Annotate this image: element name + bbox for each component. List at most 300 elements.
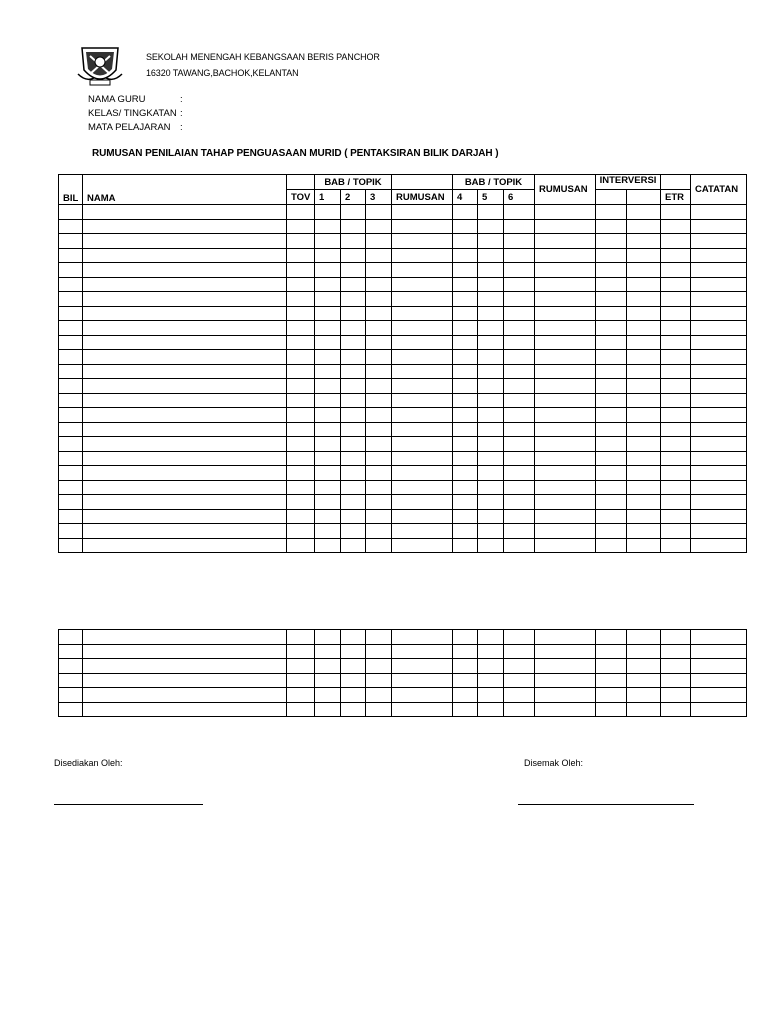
table-cell[interactable] — [627, 364, 661, 379]
table-cell[interactable] — [315, 688, 341, 703]
table-cell[interactable] — [315, 495, 341, 510]
table-cell[interactable] — [366, 306, 392, 321]
table-cell[interactable] — [453, 524, 478, 539]
table-cell[interactable] — [59, 688, 83, 703]
table-cell[interactable] — [691, 495, 747, 510]
table-cell[interactable] — [341, 248, 366, 263]
table-cell[interactable] — [596, 524, 627, 539]
table-cell[interactable] — [691, 630, 747, 645]
table-cell[interactable] — [453, 234, 478, 249]
table-cell[interactable] — [366, 379, 392, 394]
table-cell[interactable] — [392, 234, 453, 249]
table-cell[interactable] — [535, 524, 596, 539]
table-cell[interactable] — [661, 364, 691, 379]
table-cell[interactable] — [504, 495, 535, 510]
table-cell[interactable] — [392, 263, 453, 278]
table-cell[interactable] — [83, 673, 287, 688]
table-cell[interactable] — [504, 292, 535, 307]
table-cell[interactable] — [287, 306, 315, 321]
table-cell[interactable] — [59, 205, 83, 220]
table-cell[interactable] — [504, 466, 535, 481]
table-cell[interactable] — [596, 630, 627, 645]
table-cell[interactable] — [627, 393, 661, 408]
table-cell[interactable] — [59, 495, 83, 510]
table-cell[interactable] — [315, 702, 341, 717]
table-cell[interactable] — [596, 538, 627, 553]
table-cell[interactable] — [315, 451, 341, 466]
table-cell[interactable] — [596, 219, 627, 234]
table-cell[interactable] — [627, 248, 661, 263]
table-cell[interactable] — [535, 408, 596, 423]
table-cell[interactable] — [59, 644, 83, 659]
table-cell[interactable] — [453, 350, 478, 365]
table-cell[interactable] — [453, 702, 478, 717]
table-cell[interactable] — [453, 480, 478, 495]
table-cell[interactable] — [315, 379, 341, 394]
table-cell[interactable] — [315, 335, 341, 350]
table-cell[interactable] — [59, 364, 83, 379]
table-cell[interactable] — [596, 702, 627, 717]
table-cell[interactable] — [596, 306, 627, 321]
table-cell[interactable] — [453, 630, 478, 645]
table-cell[interactable] — [83, 248, 287, 263]
table-cell[interactable] — [691, 451, 747, 466]
table-cell[interactable] — [287, 466, 315, 481]
table-cell[interactable] — [627, 495, 661, 510]
table-cell[interactable] — [341, 292, 366, 307]
table-cell[interactable] — [341, 702, 366, 717]
table-cell[interactable] — [83, 644, 287, 659]
table-cell[interactable] — [59, 350, 83, 365]
table-cell[interactable] — [366, 437, 392, 452]
table-cell[interactable] — [392, 219, 453, 234]
table-cell[interactable] — [83, 451, 287, 466]
table-cell[interactable] — [453, 451, 478, 466]
table-cell[interactable] — [341, 277, 366, 292]
table-cell[interactable] — [59, 524, 83, 539]
table-cell[interactable] — [83, 422, 287, 437]
table-cell[interactable] — [691, 644, 747, 659]
table-cell[interactable] — [315, 408, 341, 423]
table-cell[interactable] — [83, 321, 287, 336]
table-cell[interactable] — [392, 659, 453, 674]
table-cell[interactable] — [315, 364, 341, 379]
table-cell[interactable] — [596, 480, 627, 495]
table-cell[interactable] — [341, 335, 366, 350]
table-cell[interactable] — [478, 335, 504, 350]
table-cell[interactable] — [392, 524, 453, 539]
table-cell[interactable] — [59, 335, 83, 350]
table-cell[interactable] — [453, 292, 478, 307]
table-cell[interactable] — [453, 379, 478, 394]
table-cell[interactable] — [287, 538, 315, 553]
table-cell[interactable] — [83, 263, 287, 278]
table-cell[interactable] — [596, 277, 627, 292]
table-cell[interactable] — [83, 205, 287, 220]
table-cell[interactable] — [366, 688, 392, 703]
table-cell[interactable] — [596, 364, 627, 379]
table-cell[interactable] — [535, 277, 596, 292]
table-cell[interactable] — [392, 292, 453, 307]
table-cell[interactable] — [504, 702, 535, 717]
table-cell[interactable] — [661, 437, 691, 452]
table-cell[interactable] — [661, 480, 691, 495]
table-cell[interactable] — [287, 495, 315, 510]
table-cell[interactable] — [315, 234, 341, 249]
table-cell[interactable] — [315, 437, 341, 452]
table-cell[interactable] — [478, 408, 504, 423]
table-cell[interactable] — [478, 234, 504, 249]
table-cell[interactable] — [59, 422, 83, 437]
table-cell[interactable] — [596, 205, 627, 220]
table-cell[interactable] — [691, 524, 747, 539]
table-cell[interactable] — [315, 263, 341, 278]
table-cell[interactable] — [83, 364, 287, 379]
table-cell[interactable] — [392, 702, 453, 717]
table-cell[interactable] — [596, 451, 627, 466]
table-cell[interactable] — [315, 321, 341, 336]
table-cell[interactable] — [535, 205, 596, 220]
table-cell[interactable] — [453, 306, 478, 321]
table-cell[interactable] — [59, 466, 83, 481]
table-cell[interactable] — [366, 234, 392, 249]
table-cell[interactable] — [691, 321, 747, 336]
table-cell[interactable] — [627, 234, 661, 249]
table-cell[interactable] — [691, 688, 747, 703]
table-cell[interactable] — [504, 538, 535, 553]
table-cell[interactable] — [535, 495, 596, 510]
table-cell[interactable] — [453, 364, 478, 379]
table-cell[interactable] — [453, 219, 478, 234]
table-cell[interactable] — [627, 335, 661, 350]
table-cell[interactable] — [59, 263, 83, 278]
table-cell[interactable] — [627, 524, 661, 539]
table-cell[interactable] — [535, 219, 596, 234]
table-cell[interactable] — [535, 364, 596, 379]
table-cell[interactable] — [341, 205, 366, 220]
table-cell[interactable] — [535, 306, 596, 321]
table-cell[interactable] — [535, 659, 596, 674]
table-cell[interactable] — [661, 688, 691, 703]
table-cell[interactable] — [341, 509, 366, 524]
table-cell[interactable] — [596, 335, 627, 350]
table-cell[interactable] — [341, 422, 366, 437]
table-cell[interactable] — [315, 219, 341, 234]
table-cell[interactable] — [392, 350, 453, 365]
table-cell[interactable] — [691, 277, 747, 292]
table-cell[interactable] — [341, 364, 366, 379]
table-cell[interactable] — [627, 466, 661, 481]
table-cell[interactable] — [59, 219, 83, 234]
table-cell[interactable] — [535, 451, 596, 466]
table-cell[interactable] — [535, 538, 596, 553]
table-cell[interactable] — [315, 509, 341, 524]
table-cell[interactable] — [392, 422, 453, 437]
table-cell[interactable] — [453, 688, 478, 703]
table-cell[interactable] — [661, 205, 691, 220]
table-cell[interactable] — [691, 350, 747, 365]
table-cell[interactable] — [627, 350, 661, 365]
table-cell[interactable] — [366, 509, 392, 524]
table-cell[interactable] — [287, 437, 315, 452]
table-cell[interactable] — [287, 234, 315, 249]
table-cell[interactable] — [453, 335, 478, 350]
table-cell[interactable] — [366, 408, 392, 423]
table-cell[interactable] — [59, 277, 83, 292]
table-cell[interactable] — [691, 437, 747, 452]
table-cell[interactable] — [661, 702, 691, 717]
table-cell[interactable] — [691, 364, 747, 379]
table-cell[interactable] — [535, 292, 596, 307]
table-cell[interactable] — [504, 306, 535, 321]
table-cell[interactable] — [535, 702, 596, 717]
table-cell[interactable] — [366, 321, 392, 336]
table-cell[interactable] — [366, 422, 392, 437]
table-cell[interactable] — [83, 408, 287, 423]
table-cell[interactable] — [287, 364, 315, 379]
table-cell[interactable] — [341, 480, 366, 495]
table-cell[interactable] — [691, 538, 747, 553]
table-cell[interactable] — [691, 466, 747, 481]
table-cell[interactable] — [504, 451, 535, 466]
table-cell[interactable] — [691, 292, 747, 307]
table-cell[interactable] — [596, 234, 627, 249]
table-cell[interactable] — [596, 292, 627, 307]
table-cell[interactable] — [691, 205, 747, 220]
table-cell[interactable] — [366, 393, 392, 408]
table-cell[interactable] — [596, 673, 627, 688]
table-cell[interactable] — [627, 673, 661, 688]
table-cell[interactable] — [366, 538, 392, 553]
table-cell[interactable] — [661, 277, 691, 292]
table-cell[interactable] — [478, 321, 504, 336]
table-cell[interactable] — [691, 393, 747, 408]
table-cell[interactable] — [478, 480, 504, 495]
table-cell[interactable] — [691, 219, 747, 234]
table-cell[interactable] — [453, 263, 478, 278]
table-cell[interactable] — [287, 688, 315, 703]
table-cell[interactable] — [83, 538, 287, 553]
table-cell[interactable] — [366, 495, 392, 510]
table-cell[interactable] — [315, 659, 341, 674]
table-cell[interactable] — [59, 306, 83, 321]
table-cell[interactable] — [287, 379, 315, 394]
table-cell[interactable] — [596, 509, 627, 524]
table-cell[interactable] — [287, 524, 315, 539]
table-cell[interactable] — [504, 350, 535, 365]
table-cell[interactable] — [504, 480, 535, 495]
table-cell[interactable] — [453, 659, 478, 674]
table-cell[interactable] — [453, 321, 478, 336]
table-cell[interactable] — [287, 248, 315, 263]
table-cell[interactable] — [691, 673, 747, 688]
table-cell[interactable] — [315, 350, 341, 365]
table-cell[interactable] — [287, 393, 315, 408]
table-cell[interactable] — [627, 321, 661, 336]
table-cell[interactable] — [287, 451, 315, 466]
table-cell[interactable] — [59, 321, 83, 336]
table-cell[interactable] — [627, 509, 661, 524]
table-cell[interactable] — [535, 263, 596, 278]
table-cell[interactable] — [366, 673, 392, 688]
table-cell[interactable] — [691, 408, 747, 423]
table-cell[interactable] — [504, 437, 535, 452]
table-cell[interactable] — [661, 219, 691, 234]
table-cell[interactable] — [59, 437, 83, 452]
table-cell[interactable] — [453, 466, 478, 481]
table-cell[interactable] — [315, 644, 341, 659]
table-cell[interactable] — [366, 219, 392, 234]
table-cell[interactable] — [596, 644, 627, 659]
table-cell[interactable] — [366, 630, 392, 645]
table-cell[interactable] — [504, 205, 535, 220]
table-cell[interactable] — [535, 480, 596, 495]
table-cell[interactable] — [315, 292, 341, 307]
table-cell[interactable] — [478, 644, 504, 659]
table-cell[interactable] — [366, 451, 392, 466]
table-cell[interactable] — [341, 408, 366, 423]
table-cell[interactable] — [315, 306, 341, 321]
table-cell[interactable] — [691, 379, 747, 394]
table-cell[interactable] — [661, 292, 691, 307]
table-cell[interactable] — [504, 659, 535, 674]
table-cell[interactable] — [287, 659, 315, 674]
table-cell[interactable] — [504, 422, 535, 437]
table-cell[interactable] — [596, 688, 627, 703]
table-cell[interactable] — [392, 673, 453, 688]
table-cell[interactable] — [661, 350, 691, 365]
table-cell[interactable] — [535, 673, 596, 688]
table-cell[interactable] — [315, 538, 341, 553]
table-cell[interactable] — [478, 263, 504, 278]
table-cell[interactable] — [59, 509, 83, 524]
table-cell[interactable] — [661, 495, 691, 510]
table-cell[interactable] — [535, 234, 596, 249]
table-cell[interactable] — [453, 437, 478, 452]
table-cell[interactable] — [83, 393, 287, 408]
table-cell[interactable] — [453, 509, 478, 524]
table-cell[interactable] — [59, 630, 83, 645]
table-cell[interactable] — [341, 350, 366, 365]
table-cell[interactable] — [366, 350, 392, 365]
table-cell[interactable] — [341, 321, 366, 336]
table-cell[interactable] — [341, 451, 366, 466]
table-cell[interactable] — [478, 350, 504, 365]
table-cell[interactable] — [366, 248, 392, 263]
table-cell[interactable] — [661, 393, 691, 408]
table-cell[interactable] — [596, 263, 627, 278]
table-cell[interactable] — [366, 292, 392, 307]
table-cell[interactable] — [59, 673, 83, 688]
table-cell[interactable] — [366, 364, 392, 379]
table-cell[interactable] — [627, 702, 661, 717]
table-cell[interactable] — [478, 292, 504, 307]
table-cell[interactable] — [478, 451, 504, 466]
table-cell[interactable] — [627, 306, 661, 321]
table-cell[interactable] — [453, 495, 478, 510]
table-cell[interactable] — [392, 644, 453, 659]
table-cell[interactable] — [691, 509, 747, 524]
table-cell[interactable] — [366, 335, 392, 350]
table-cell[interactable] — [535, 393, 596, 408]
table-cell[interactable] — [287, 509, 315, 524]
table-cell[interactable] — [691, 659, 747, 674]
table-cell[interactable] — [83, 437, 287, 452]
table-cell[interactable] — [661, 408, 691, 423]
table-cell[interactable] — [315, 524, 341, 539]
table-cell[interactable] — [627, 630, 661, 645]
table-cell[interactable] — [341, 466, 366, 481]
table-cell[interactable] — [535, 644, 596, 659]
table-cell[interactable] — [478, 437, 504, 452]
table-cell[interactable] — [315, 480, 341, 495]
table-cell[interactable] — [287, 630, 315, 645]
table-cell[interactable] — [287, 673, 315, 688]
table-cell[interactable] — [504, 630, 535, 645]
table-cell[interactable] — [478, 277, 504, 292]
table-cell[interactable] — [478, 509, 504, 524]
table-cell[interactable] — [627, 292, 661, 307]
table-cell[interactable] — [453, 408, 478, 423]
table-cell[interactable] — [478, 702, 504, 717]
table-cell[interactable] — [453, 248, 478, 263]
table-cell[interactable] — [287, 292, 315, 307]
table-cell[interactable] — [83, 234, 287, 249]
table-cell[interactable] — [691, 422, 747, 437]
table-cell[interactable] — [596, 437, 627, 452]
table-cell[interactable] — [366, 702, 392, 717]
table-cell[interactable] — [83, 480, 287, 495]
table-cell[interactable] — [315, 248, 341, 263]
table-cell[interactable] — [627, 408, 661, 423]
table-cell[interactable] — [392, 495, 453, 510]
table-cell[interactable] — [59, 379, 83, 394]
table-cell[interactable] — [392, 205, 453, 220]
table-cell[interactable] — [59, 451, 83, 466]
table-cell[interactable] — [627, 451, 661, 466]
table-cell[interactable] — [392, 364, 453, 379]
table-cell[interactable] — [392, 306, 453, 321]
table-cell[interactable] — [478, 659, 504, 674]
table-cell[interactable] — [661, 248, 691, 263]
table-cell[interactable] — [535, 335, 596, 350]
table-cell[interactable] — [392, 437, 453, 452]
table-cell[interactable] — [478, 538, 504, 553]
table-cell[interactable] — [366, 524, 392, 539]
table-cell[interactable] — [504, 509, 535, 524]
table-cell[interactable] — [453, 644, 478, 659]
table-cell[interactable] — [287, 205, 315, 220]
table-cell[interactable] — [453, 422, 478, 437]
table-cell[interactable] — [596, 422, 627, 437]
table-cell[interactable] — [627, 277, 661, 292]
table-cell[interactable] — [287, 321, 315, 336]
table-cell[interactable] — [287, 263, 315, 278]
table-cell[interactable] — [661, 379, 691, 394]
table-cell[interactable] — [59, 234, 83, 249]
table-cell[interactable] — [661, 659, 691, 674]
table-cell[interactable] — [661, 466, 691, 481]
table-cell[interactable] — [661, 673, 691, 688]
table-cell[interactable] — [661, 321, 691, 336]
table-cell[interactable] — [59, 702, 83, 717]
table-cell[interactable] — [341, 234, 366, 249]
table-cell[interactable] — [392, 688, 453, 703]
table-cell[interactable] — [596, 393, 627, 408]
table-cell[interactable] — [341, 379, 366, 394]
table-cell[interactable] — [287, 422, 315, 437]
table-cell[interactable] — [366, 480, 392, 495]
